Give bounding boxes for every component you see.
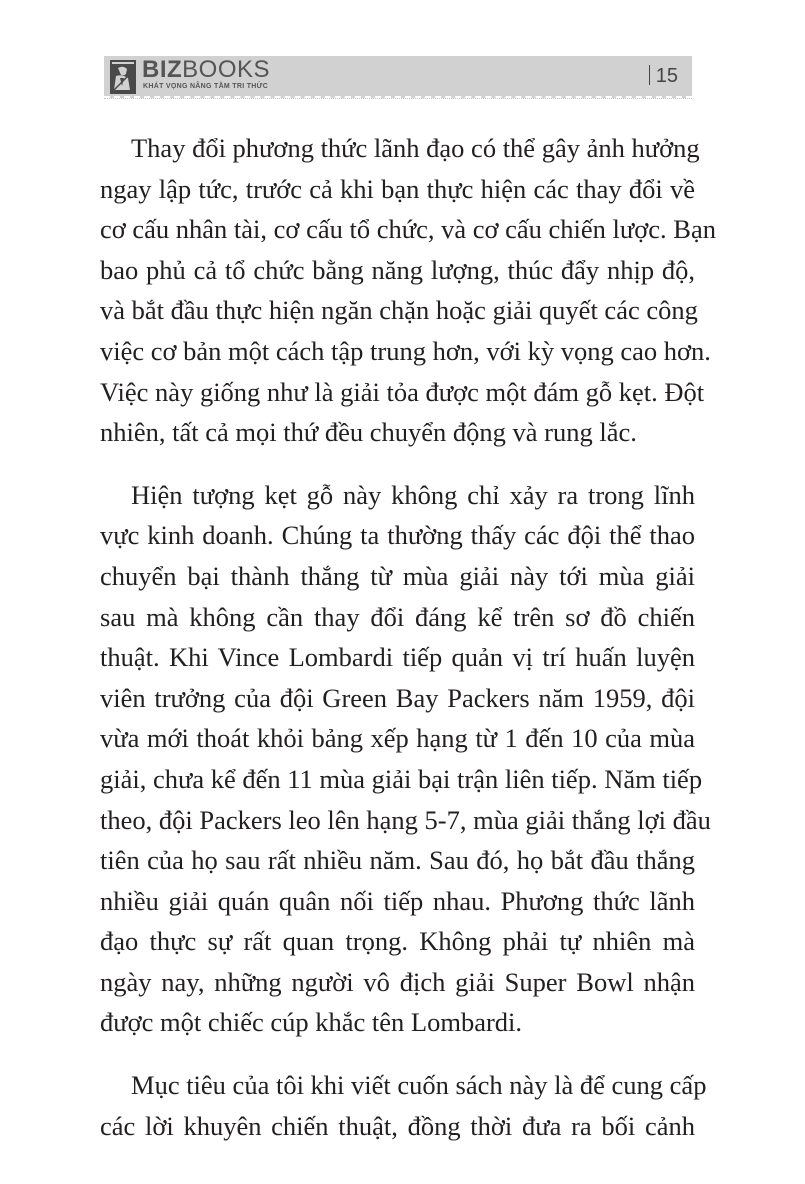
text-line: tiên của họ sau rất nhiều năm. Sau đó, họ bắt đầu thắng — [100, 845, 695, 876]
text-line: các lời khuyên chiến thuật, đồng thời đưa ra bối cảnh — [100, 1110, 695, 1141]
brand-tagline: KHÁT VỌNG NÂNG TẦM TRI THỨC — [143, 83, 269, 90]
text-line: Việc này giống như là giải tỏa được một đám gỗ kẹt. Đột — [100, 376, 705, 407]
reader-silhouette-icon — [110, 60, 136, 94]
text-line: việc cơ bản một cách tập trung hơn, với kỳ vọng cao hơn. — [100, 335, 711, 366]
body-text — [100, 128, 716, 1168]
brand-name-bold: BIZ — [142, 56, 183, 83]
text-line: cơ cấu nhân tài, cơ cấu tổ chức, và cơ cấu chiến lược. Bạn — [100, 214, 716, 245]
text-line: được một chiếc cúp khắc tên Lombardi. — [100, 1007, 523, 1038]
text-line: vực kinh doanh. Chúng ta thường thấy các đội thể thao — [100, 520, 695, 551]
text-line: nhiên, tất cả mọi thứ đều chuyển động và rung lắc. — [100, 417, 637, 448]
text-line: đạo thực sự rất quan trọng. Không phải tự nhiên mà — [100, 926, 695, 957]
text-line: giải, chưa kể đến 11 mùa giải bại trận liên tiếp. Năm tiếp — [100, 763, 703, 794]
text-line: vừa mới thoát khỏi bảng xếp hạng từ 1 đến 10 của mùa — [100, 723, 695, 754]
paragraph-2 — [100, 475, 711, 1043]
text-line: thuật. Khi Vince Lombardi tiếp quản vị trí huấn luyện — [100, 642, 695, 673]
running-header — [104, 56, 692, 98]
text-line: nhiều giải quán quân nối tiếp nhau. Phương thức lãnh — [100, 885, 695, 916]
page-number — [649, 65, 678, 88]
paragraph-3 — [100, 1065, 707, 1146]
text-line: Thay đổi phương thức lãnh đạo có thể gây ảnh hưởng — [131, 133, 700, 163]
text-line: ngày nay, những người vô địch giải Super Bowl nhận — [100, 966, 695, 997]
brand-logo — [142, 58, 270, 82]
page-number-separator — [649, 65, 650, 85]
paragraph-1 — [100, 128, 716, 453]
text-line: theo, đội Packers leo lên hạng 5-7, mùa giải thắng lợi đầu — [100, 804, 711, 835]
text-line: và bắt đầu thực hiện ngăn chặn hoặc giải quyết các công — [100, 295, 698, 326]
text-line: bao phủ cả tổ chức bằng năng lượng, thúc đẩy nhịp độ, — [100, 254, 695, 285]
text-line: Hiện tượng kẹt gỗ này không chỉ xảy ra trong lĩnh — [131, 479, 695, 510]
page-number-value: 15 — [655, 65, 678, 87]
brand-name-light: BOOKS — [182, 56, 271, 83]
text-line: viên trưởng của đội Green Bay Packers năm 1959, đội — [100, 682, 695, 713]
text-line: ngay lập tức, trước cả khi bạn thực hiện các thay đổi về — [100, 173, 695, 204]
text-line: sau mà không cần thay đổi đáng kể trên sơ đồ chiến — [100, 601, 695, 632]
text-line: Mục tiêu của tôi khi viết cuốn sách này là để cung cấp — [131, 1070, 707, 1101]
text-line: chuyển bại thành thắng từ mùa giải này tới mùa giải — [100, 560, 695, 591]
